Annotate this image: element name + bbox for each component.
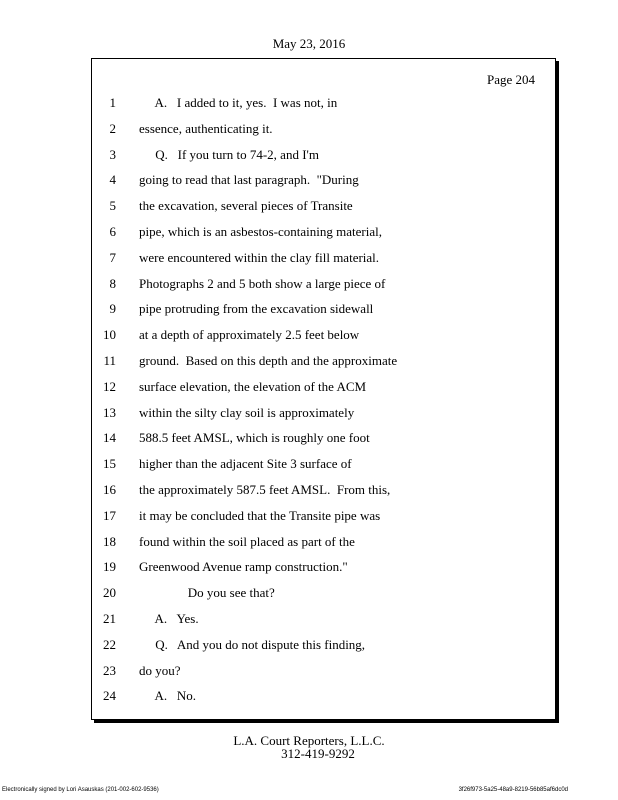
line-number: 7 [109,249,116,265]
line-number: 9 [109,301,116,317]
transcript-line [0,116,618,142]
transcript-line [0,90,618,116]
line-number: 10 [103,327,116,343]
line-text: Greenwood Avenue ramp construction." [139,559,348,575]
line-text: the approximately 587.5 feet AMSL. From this, [139,482,391,497]
line-text: going to read that last paragraph. "During [139,172,359,188]
line-text: ground. Based on this depth and the approximate [139,353,398,368]
line-text: surface elevation, the elevation of the ACM [139,378,367,394]
line-text: the excavation, several pieces of Transite [139,198,353,214]
transcript-line [0,374,618,400]
line-text: at a depth of approximately 2.5 feet below [139,327,360,343]
line-number: 18 [103,533,116,549]
line-number: 23 [103,662,116,678]
transcript-line [0,245,618,271]
transcript-line [0,606,618,632]
transcript-line [0,658,618,684]
line-number: 2 [109,120,116,136]
transcript-line [0,219,618,245]
line-number: 14 [103,430,116,446]
transcript-line [0,529,618,555]
line-number: 1 [109,95,116,110]
line-number: 11 [103,353,116,368]
transcript-line [0,193,618,219]
transcript-line [0,322,618,348]
line-number: 8 [109,275,116,291]
line-text: found within the soil placed as part of the [139,533,355,549]
line-number: 13 [103,404,116,420]
electronic-signature-note: Electronically signed by Lori Asauskas (201-002-602-9536) [2,787,159,793]
line-text: pipe protruding from the excavation sidewall [139,301,374,317]
transcript-line [0,142,618,168]
line-text: 588.5 feet AMSL, which is roughly one foot [139,430,370,446]
line-text: A. Yes. [139,611,199,626]
line-text: A. No. [139,688,197,704]
transcript-line [0,167,618,193]
line-number: 17 [103,507,116,523]
line-text: Photographs 2 and 5 both show a large piece of [139,275,386,291]
line-number: 4 [109,172,116,188]
line-number: 16 [103,482,116,497]
transcript-line [0,580,618,606]
document-hash: 3f26f973-5a25-48a9-8219-56b85af6dc0d [458,787,568,793]
transcript-line [0,296,618,322]
transcript-line [0,554,618,580]
line-text: essence, authenticating it. [139,120,273,136]
footer-company: L.A. Court Reporters, L.L.C. [233,733,385,748]
line-text: Q. If you turn to 74-2, and I'm [139,146,319,162]
line-number: 6 [109,224,116,239]
transcript-line [0,400,618,426]
line-text: it may be concluded that the Transite pipe was [139,507,381,523]
line-text: do you? [139,662,181,678]
header-date: May 23, 2016 [272,36,346,51]
line-text: within the silty clay soil is approximately [139,404,355,420]
transcript-line [0,503,618,529]
line-number: 15 [103,456,116,472]
transcript-line [0,271,618,297]
line-number: 22 [103,636,116,652]
line-text: were encountered within the clay fill material. [139,249,380,265]
transcript-line [0,348,618,374]
line-number: 5 [109,198,116,214]
line-text: higher than the adjacent Site 3 surface of [139,456,352,472]
line-number: 24 [103,688,116,704]
line-number: 21 [103,611,116,626]
transcript-line [0,683,618,709]
line-text: A. I added to it, yes. I was not, in [139,95,338,110]
line-number: 3 [109,146,116,162]
line-number: 20 [103,585,116,601]
page-number: Page 204 [487,72,536,87]
line-text: Do you see that? [139,585,275,601]
line-text: Q. And you do not dispute this finding, [139,636,366,652]
line-number: 12 [103,378,116,394]
transcript-line [0,425,618,451]
footer-phone: 312-419-9292 [281,746,355,761]
line-text: pipe, which is an asbestos-containing material, [139,224,382,239]
line-number: 19 [103,559,116,575]
transcript-line [0,451,618,477]
transcript-line [0,632,618,658]
transcript-line [0,477,618,503]
